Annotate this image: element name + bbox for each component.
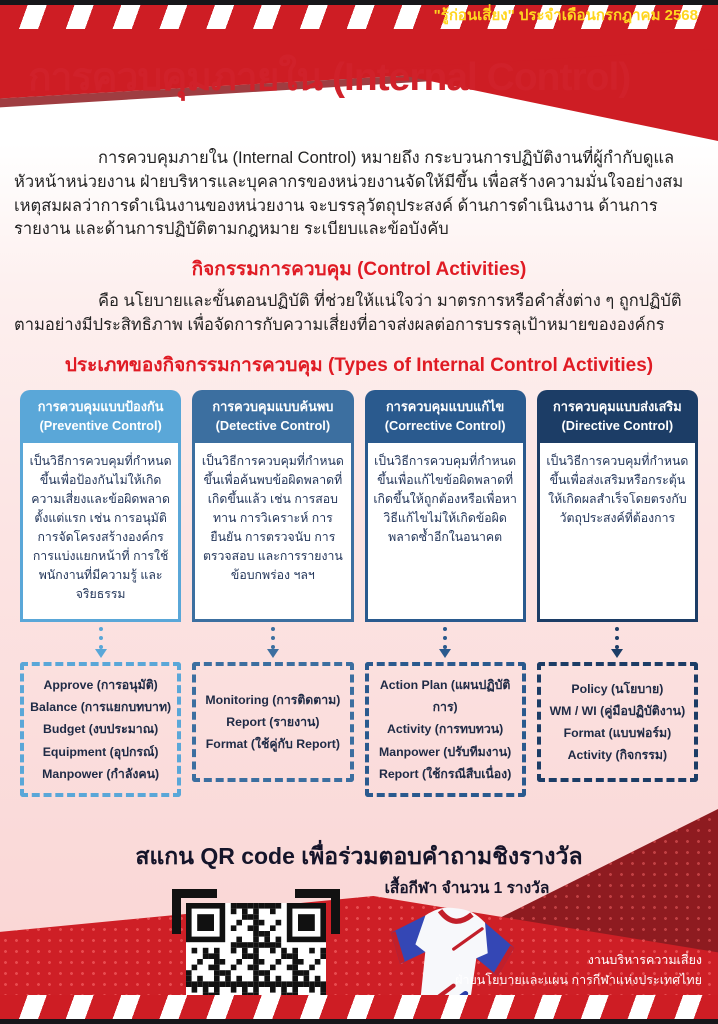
list-item: Manpower (ปรับทีมงาน) xyxy=(379,744,512,759)
list-item: Format (แบบฟอร์ม) xyxy=(563,726,672,741)
list-item: Activity (กิจกรรม) xyxy=(567,748,668,763)
examples-list xyxy=(192,662,353,782)
down-arrow-icon xyxy=(537,622,698,662)
examples-list xyxy=(537,662,698,782)
down-arrow-icon xyxy=(20,622,181,662)
list-item: Approve (การอนุมัติ) xyxy=(43,678,158,693)
list-item: Activity (การทบทวน) xyxy=(386,722,504,737)
column-detective-control xyxy=(192,390,353,797)
list-item: Manpower (กำลังคน) xyxy=(42,766,160,781)
control-types-columns xyxy=(0,380,718,797)
column-title-th: การควบคุมแบบแก้ไข xyxy=(385,398,505,414)
column-title-th: การควบคุมแบบค้นพบ xyxy=(212,398,334,414)
credit-line-1: งานบริหารความเสี่ยง xyxy=(587,952,702,967)
list-item: Action Plan (แผนปฏิบัติการ) xyxy=(379,678,511,715)
main-content xyxy=(0,141,718,1024)
examples-list xyxy=(20,662,181,797)
control-activities-heading: กิจกรรมการควบคุม (Control Activities) xyxy=(191,259,527,280)
column-preventive-control xyxy=(20,390,181,797)
list-item: Equipment (อุปกรณ์) xyxy=(42,744,159,759)
list-item: Monitoring (การติดตาม) xyxy=(205,692,341,707)
examples-list xyxy=(365,662,526,797)
monthly-tagline: "รู้ก่อนเสี่ยง" ประจำเดือนกรกฎาคม 2568 xyxy=(433,7,698,24)
column-description: เป็นวิธีการควบคุมที่กำหนดขึ้นเพื่อแก้ไขข้อผิดพลาดที่เกิดขึ้นให้ถูกต้องหรือเพื่อหาวิธีแก้ไขไม่ให้เกิดข้อผิดพลาดซ้ำอีกในอนาคต xyxy=(365,443,526,622)
column-title-en: (Detective Control) xyxy=(215,418,331,434)
column-description: เป็นวิธีการควบคุมที่กำหนดขึ้นเพื่อค้นพบข้อผิดพลาดที่เกิดขึ้นแล้ว เช่น การสอบทาน การวิเคราะห์ การยืนยัน การตรวจนับ การตรวจสอบ และการรายงานข้อบกพร่อง ฯลฯ xyxy=(192,443,353,622)
list-item: Budget (งบประมาณ) xyxy=(43,722,159,737)
column-title-en: (Corrective Control) xyxy=(384,418,506,434)
list-item: Policy (นโยบาย) xyxy=(571,681,664,696)
column-title-th: การควบคุมแบบป้องกัน xyxy=(37,398,164,414)
down-arrow-icon xyxy=(365,622,526,662)
column-directive-control xyxy=(537,390,698,797)
column-title-en: (Preventive Control) xyxy=(39,418,162,434)
column-title-th: การควบคุมแบบส่งเสริม xyxy=(553,398,682,414)
footer-credit xyxy=(455,950,702,991)
prize-label: เสื้อกีฬา จำนวน 1 รางวัล xyxy=(384,879,550,897)
page-title: การควบคุมภายใน (Internal Control) xyxy=(28,56,631,99)
column-header xyxy=(20,390,181,444)
column-header xyxy=(365,390,526,444)
qr-section-heading: สแกน QR code เพื่อร่วมตอบคำถามชิงรางวัล xyxy=(135,842,583,869)
list-item: Report (รายงาน) xyxy=(226,715,320,730)
column-header xyxy=(537,390,698,444)
intro-paragraph: การควบคุมภายใน (Internal Control) หมายถึง กระบวนการปฏิบัติงานที่ผู้กำกับดูแล หัวหน้าหน่วยงาน ฝ่ายบริหารและบุคลากรของหน่วยงานจัดให้มีขึ้น เพื่อสร้างความมั่นใจอย่างสมเหตุสมผลว่าการดำเนินงานของหน่วยงาน จะบรรลุวัตถุประสงค์ ด้านการดำเนินงาน ด้านการรายงาน และด้านการปฏิบัติตามกฎหมาย ระเบียบและข้อบังคับ xyxy=(14,149,684,239)
column-header xyxy=(192,390,353,444)
down-arrow-icon xyxy=(192,622,353,662)
list-item: Balance (การแยกบทบาท) xyxy=(30,700,172,715)
bottom-black-bar xyxy=(0,1019,718,1024)
column-title-en: (Directive Control) xyxy=(561,418,674,434)
column-corrective-control xyxy=(365,390,526,797)
column-description: เป็นวิธีการควบคุมที่กำหนดขึ้นเพื่อส่งเสริมหรือกระตุ้นให้เกิดผลสำเร็จโดยตรงกับวัตถุประสงค์ที่ต้องการ xyxy=(537,443,698,622)
bottom-hazard-stripes xyxy=(0,995,718,1019)
list-item: WM / WI (คู่มือปฏิบัติงาน) xyxy=(549,704,686,719)
column-description: เป็นวิธีการควบคุมที่กำหนดขึ้นเพื่อป้องกันไม่ให้เกิดความเสี่ยงและข้อผิดพลาดตั้งแต่แรก เช่น การอนุมัติ การจัดโครงสร้างองค์กร การแบ่งแยกหน้าที่ การใช้พนักงานที่มีความรู้ และจริยธรรม xyxy=(20,443,181,622)
control-activities-paragraph: คือ นโยบายและขั้นตอนปฏิบัติ ที่ช่วยให้แน่ใจว่า มาตรการหรือคำสั่งต่าง ๆ ถูกปฏิบัติตามอย่างมีประสิทธิภาพ เพื่อจัดการกับความเสี่ยงที่อาจส่งผลต่อการบรรลุเป้าหมายขององค์กร xyxy=(14,292,682,334)
credit-line-2: ฝ่ายนโยบายและแผน การกีฬาแห่งประเทศไทย xyxy=(455,973,702,988)
list-item: Report (ใช้กรณีสืบเนื่อง) xyxy=(378,766,512,781)
list-item: Format (ใช้คู่กับ Report) xyxy=(205,737,340,752)
types-heading: ประเภทของกิจกรรมการควบคุม (Types of Internal Control Activities) xyxy=(64,354,654,376)
